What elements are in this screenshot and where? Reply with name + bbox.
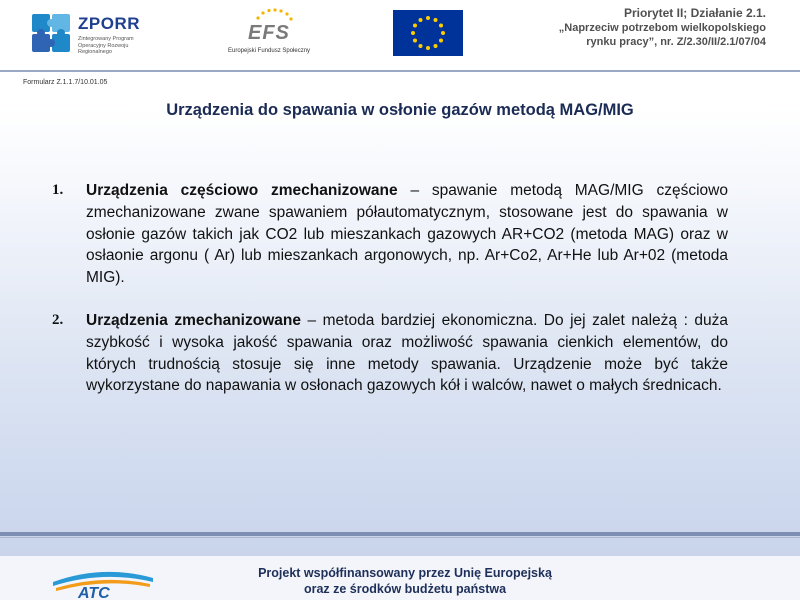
zporr-logo	[30, 10, 160, 60]
zporr-name: ZPORR	[78, 14, 140, 33]
atc-logo-text: ATC	[78, 585, 110, 600]
footer-line-2: oraz ze środków budżetu państwa	[303, 582, 507, 596]
priority-line-3: rynku pracy”, nr. Z/2.30/II/2.1/07/04	[586, 36, 766, 48]
list-item-lead: Urządzenia częściowo zmechanizowane	[86, 182, 398, 199]
efs-stars-icon	[254, 8, 294, 22]
efs-subtitle: Europejski Fundusz Społeczny	[228, 48, 311, 54]
form-number: Formularz Z.1.1.7/10.01.05	[23, 79, 108, 86]
list-item-text: – metoda bardziej ekonomiczna. Do jej zalet należą : duża szybkość i wysoka jakość spawania oraz możliwość spawania cienkich elementów, do których trudnością stosuje się inne metody spawania. Urządzenie może być także wykorzystane do napawania w osłonach gazowych kół i walców, nawet o małych średnicach.	[86, 311, 728, 395]
atc-logo	[48, 560, 158, 600]
list-item	[52, 180, 728, 289]
footer-line-1: Projekt współfinansowany przez Unię Europejską	[258, 566, 552, 580]
list-item	[52, 310, 728, 397]
efs-name: EFS	[248, 22, 290, 44]
footer-divider-thin	[0, 537, 800, 538]
zporr-subtitle: Zintegrowany Program Operacyjny Rozwoju Regionalnego	[78, 36, 134, 55]
list-item-lead: Urządzenia zmechanizowane	[86, 311, 301, 329]
priority-info	[466, 6, 766, 49]
list-item-text: – spawanie metodą MAG/MIG częściowo zmechanizowane zwane spawaniem półautomatycznym, stosowane jest do spawania w osłonie gazów takich jak CO2 lub mieszankach gazowych AR+CO2 (metoda MAG) oraz w osłaonie argonu ( Ar) lub mieszankach argonowych, np. Ar+Co2, Ar+He lub Ar+02 (metoda MIG).	[86, 182, 728, 287]
zporr-puzzle-icon	[30, 12, 74, 56]
footer-text	[205, 565, 605, 597]
priority-line-1: Priorytet II; Działanie 2.1.	[623, 6, 766, 20]
page-title: Urządzenia do spawania w osłonie gazów metodą MAG/MIG	[166, 101, 634, 119]
eu-flag-icon	[393, 10, 463, 56]
footer-divider	[0, 532, 800, 536]
content-list	[52, 180, 728, 397]
efs-logo	[222, 6, 322, 64]
list-item-number: 2.	[52, 311, 64, 328]
list-item-number: 1.	[52, 182, 64, 198]
header-divider	[0, 70, 800, 72]
priority-line-2: „Naprzeciw potrzebom wielkopolskiego	[558, 22, 766, 34]
